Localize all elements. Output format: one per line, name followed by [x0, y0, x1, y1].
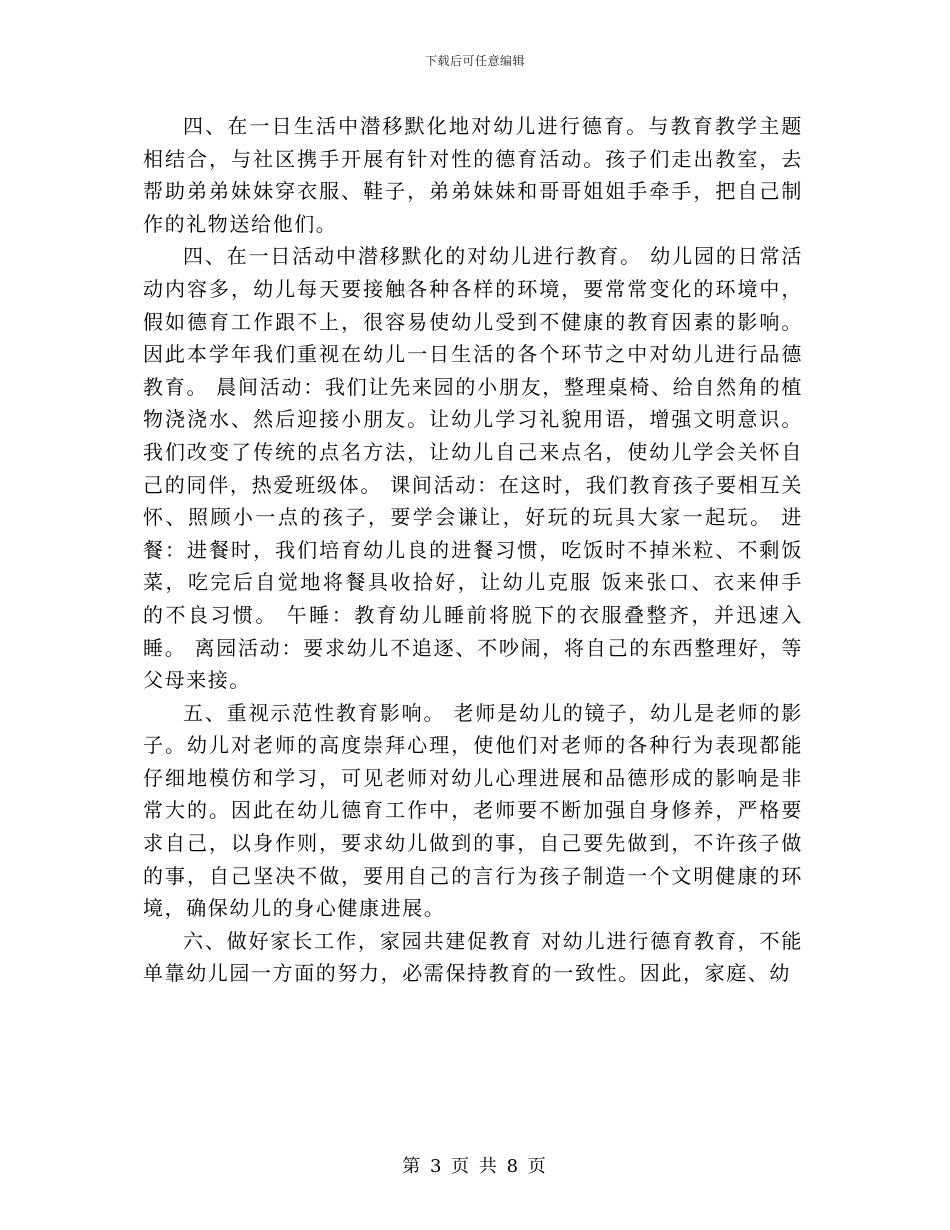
page-footer: 第 3 页 共 8 页: [402, 1156, 548, 1177]
paragraph-1: 四、在一日生活中潜移默化地对幼儿进行德育。与教育教学主题相结合，与社区携手开展有针对性的德育活动。孩子们走出教室，去帮助弟弟妹妹穿衣服、鞋子，弟弟妹妹和哥哥姐姐手牵手，把自己制作的礼物送给他们。: [143, 114, 803, 236]
paragraph-4: 六、做好家长工作，家园共建促教育 对幼儿进行德育教育，不能单靠幼儿园一方面的努力，必需保持教育的一致性。因此，家庭、幼: [143, 928, 803, 986]
document-body: [143, 110, 803, 990]
paragraph-2: 四、在一日活动中潜移默化的对幼儿进行教育。 幼儿园的日常活动内容多，幼儿每天要接触各种各样的环境，要常常变化的环境中，假如德育工作跟不上，很容易使幼儿受到不健康的教育因素的影响。因此本学年我们重视在幼儿一日生活的各个环节之中对幼儿进行品德教育。 晨间活动：我们让先来园的小朋友，整理桌椅、给自然角的植物浇浇水、然后迎接小朋友。让幼儿学习礼貌用语，增强文明意识。我们改变了传统的点名方法，让幼儿自己来点名，使幼儿学会关怀自己的同伴，热爱班级体。 课间活动：在这时，我们教育孩子要相互关怀、照顾小一点的孩子，要学会谦让，好玩的玩具大家一起玩。 进餐：进餐时，我们培育幼儿良的进餐习惯，吃饭时不掉米粒、不剩饭菜，吃完后自觉地将餐具收拾好，让幼儿克服 饭来张口、衣来伸手 的不良习惯。 午睡：教育幼儿睡前将脱下的衣服叠整齐，并迅速入睡。 离园活动：要求幼儿不追逐、不吵闹，将自己的东西整理好，等父母来接。: [143, 244, 803, 693]
paragraph-3: 五、重视示范性教育影响。 老师是幼儿的镜子，幼儿是老师的影子。幼儿对老师的高度崇拜心理，使他们对老师的各种行为表现都能仔细地模仿和学习，可见老师对幼儿心理进展和品德形成的影响是非常大的。因此在幼儿德育工作中，老师要不断加强自身修养，严格要求自己，以身作则，要求幼儿做到的事，自己要先做到，不许孩子做的事，自己坚决不做，要用自己的言行为孩子制造一个文明健康的环境，确保幼儿的身心健康进展。: [143, 700, 803, 921]
page-header: 下载后可任意编辑: [424, 54, 525, 68]
